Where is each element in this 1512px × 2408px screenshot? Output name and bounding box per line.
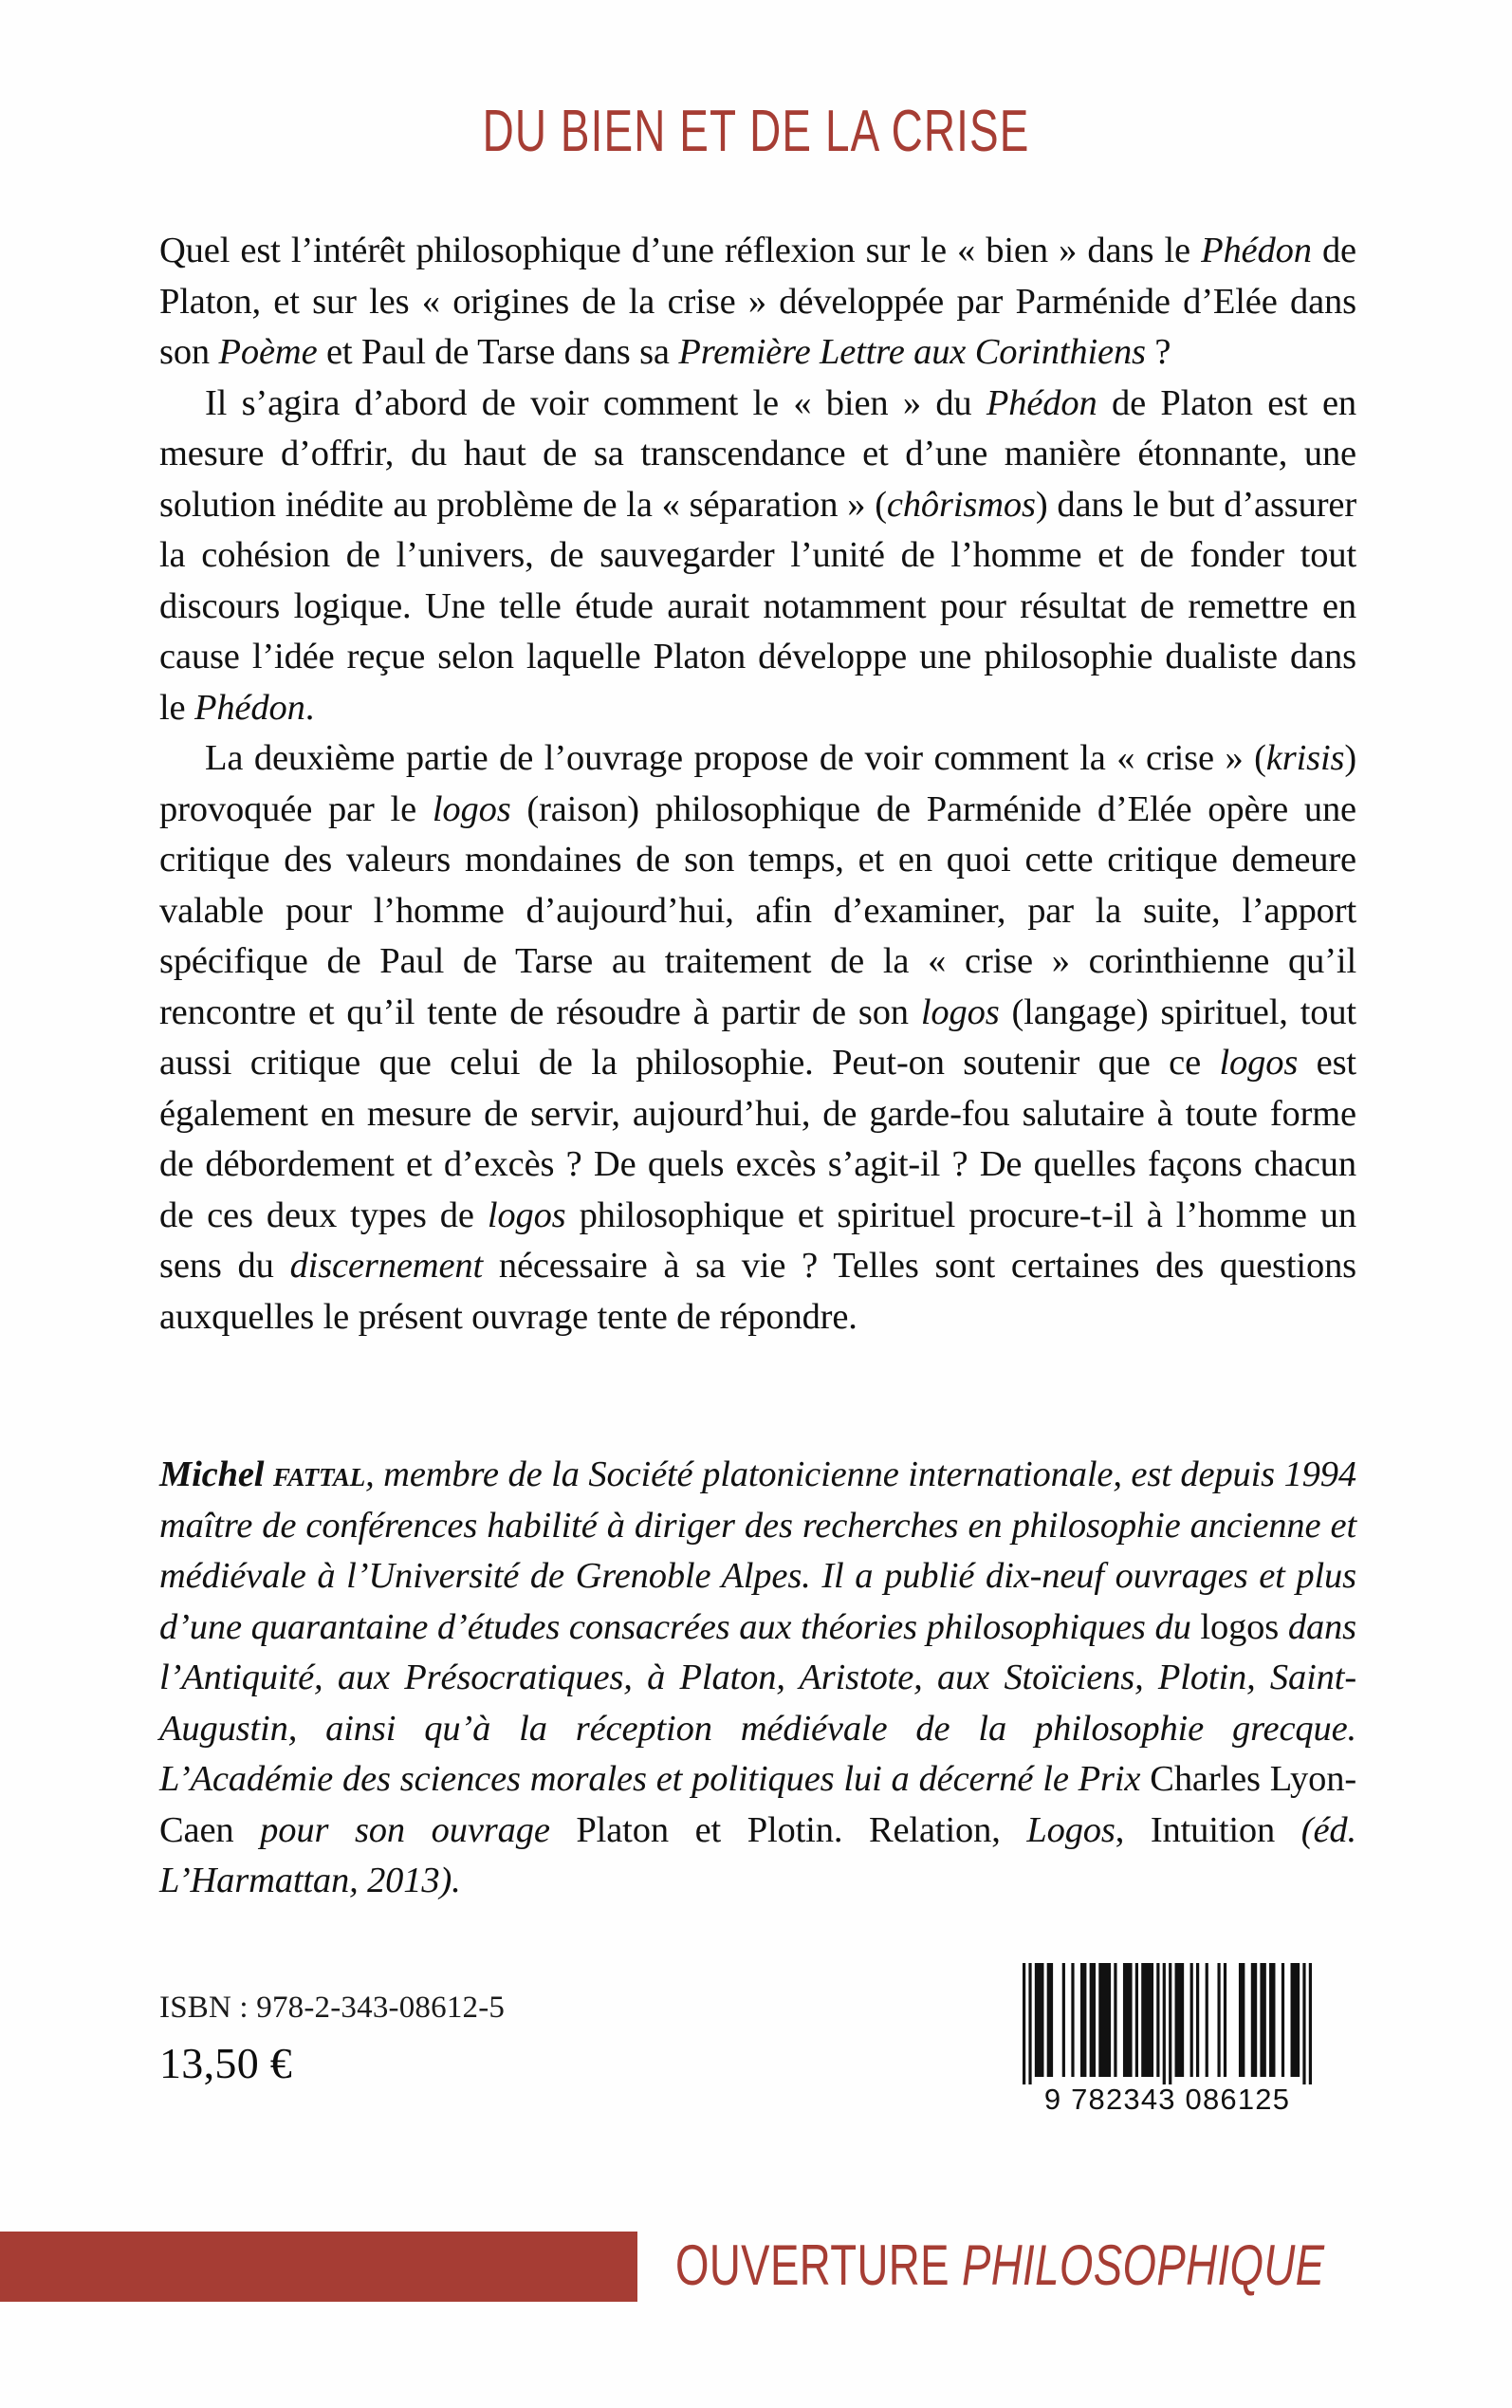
blurb-paragraph-2 [159, 379, 1356, 734]
blurb-p1-italic-2: Poème [218, 332, 318, 372]
blurb-p3-text-5: est également en mesure de servir, aujourd’hui, de garde-fou salutaire à toute forme de débordement et d’excès ? De quels excès s’agit-il ? De quelles façons chacun de ces deux types de [159, 1043, 1356, 1235]
author-bio-text-2: dans l’Antiquité, aux Présocratiques, à Platon, Aristote, aux Stoïciens, Plotin, Saint-Augustin, ainsi qu’à la réception médiévale de la philosophie grecque. L’Académie des sciences morales et politiques lui a décerné le Prix [159, 1606, 1356, 1799]
blurb-p3-italic-1: krisis [1265, 738, 1345, 778]
author-bio-text-4: (éd. L’Harmattan, 2013). [159, 1809, 1356, 1900]
blurb-paragraph-1 [159, 226, 1356, 379]
blurb-p3-text-3: (raison) philosophique de Parménide d’Elée opère une critique des valeurs mondaines de son temps, et en quoi cette critique demeure valable pour l’homme d’aujourd’hui, afin d’examiner, par la suite, l’apport spécifique de Paul de Tarse au traitement de la « crise » corinthienne qu’il rencontre et qu’il tente de résoudre à partir de son [159, 788, 1356, 1032]
series-name [675, 2218, 1324, 2313]
author-bio-roman-1: logos [1200, 1606, 1280, 1647]
barcode-bars [1023, 1963, 1312, 2084]
barcode-digits: 9 782343 086125 [1043, 2083, 1291, 2116]
author-bio [159, 1450, 1356, 1907]
blurb-p3-text-2: ) provoquée par le [159, 738, 1356, 829]
author-first-name: Michel [159, 1454, 265, 1494]
blurb-p3-italic-2: logos [432, 788, 511, 829]
blurb-p2-text-3: ) dans le but d’assurer la cohésion de l’univers, de sauvegarder l’unité de l’homme et de fonder tout discours logique. Une telle étude aurait notamment pour résultat de remettre en cause l’idée reçue selon laquelle Platon développe une philosophie dualiste dans le [159, 484, 1356, 728]
author-bio-roman-2: Charles Lyon-Caen [159, 1759, 1356, 1850]
blurb-p2-text-1: Il s’agira d’abord de voir comment le « bien » du [205, 382, 986, 423]
blurb-p3-text-4: (langage) spirituel, tout aussi critique que celui de la philosophie. Peut-on soutenir que ce [159, 991, 1356, 1083]
author-bio-text-3: pour son ouvrage [233, 1809, 577, 1850]
blurb-text [159, 226, 1356, 1343]
price-label: 13,50 € [159, 2039, 293, 2087]
blurb-p1-text-2: de Platon, et sur les « origines de la crise » développée par Parménide d’Elée dans son [159, 231, 1356, 372]
blurb-p1-text-1: Quel est l’intérêt philosophique d’une réflexion sur le « bien » dans le [159, 231, 1202, 270]
author-bio-paragraph [159, 1450, 1356, 1907]
blurb-p3-italic-4: logos [1219, 1043, 1299, 1083]
blurb-p3-italic-3: logos [920, 991, 1000, 1032]
blurb-p1-text-3: et Paul de Tarse dans sa [317, 332, 679, 372]
blurb-p3-text-6: philosophique et spirituel procure-t-il à l’homme un sens du [159, 1195, 1357, 1286]
blurb-p3-text-7: nécessaire à sa vie ? Telles sont certaines des questions auxquelles le présent ouvrage tente de répondre. [159, 1246, 1356, 1337]
barcode [1023, 1963, 1312, 2117]
author-bio-roman-3: Platon et Plotin. Relation, [576, 1809, 1027, 1850]
series-word-italic: PHILOSOPHIQUE [961, 2233, 1325, 2297]
page-title: DU BIEN ET DE LA CRISE [482, 99, 1030, 164]
blurb-p2-italic-1: Phédon [986, 382, 1097, 423]
blurb-p2-italic-2: chôrismos [886, 484, 1036, 525]
blurb-p2-text-2: de Platon est en mesure d’offrir, du haut de sa transcendance et d’une manière étonnante, une solution inédite au problème de la « séparation » ( [159, 382, 1356, 525]
blurb-p2-italic-3: Phédon [194, 687, 305, 728]
blurb-p1-italic-3: Première Lettre aux Corinthiens [678, 332, 1146, 372]
series-word-upright: OUVERTURE [675, 2233, 950, 2297]
blurb-p1-italic-1: Phédon [1201, 231, 1312, 270]
author-bio-text-1: , membre de la Société platonicienne internationale, est depuis 1994 maître de conférences habilité à diriger des recherches en philosophie ancienne et médiévale à l’Université de Grenoble Alpes. Il a publié dix-neuf ouvrages et plus d’une quarantaine d’études consacrées aux théories philosophiques du [159, 1454, 1356, 1647]
blurb-p3-italic-6: discernement [289, 1246, 484, 1286]
isbn-label: ISBN : 978-2-343-08612-5 [159, 1991, 506, 2025]
blurb-p2-text-4: . [304, 687, 315, 728]
blurb-p3-text-1: La deuxième partie de l’ouvrage propose de voir comment la « crise » ( [205, 738, 1266, 778]
blurb-paragraph-3 [159, 733, 1356, 1343]
author-bio-italic-3: Logos [1026, 1809, 1116, 1850]
blurb-p1-text-4: ? [1145, 332, 1171, 372]
author-last-name: fattal [272, 1454, 366, 1494]
footer-color-bar [0, 2232, 637, 2302]
footer-band [0, 2232, 1512, 2302]
author-bio-roman-4: , Intuition [1115, 1809, 1301, 1850]
blurb-p3-italic-5: logos [487, 1195, 566, 1235]
